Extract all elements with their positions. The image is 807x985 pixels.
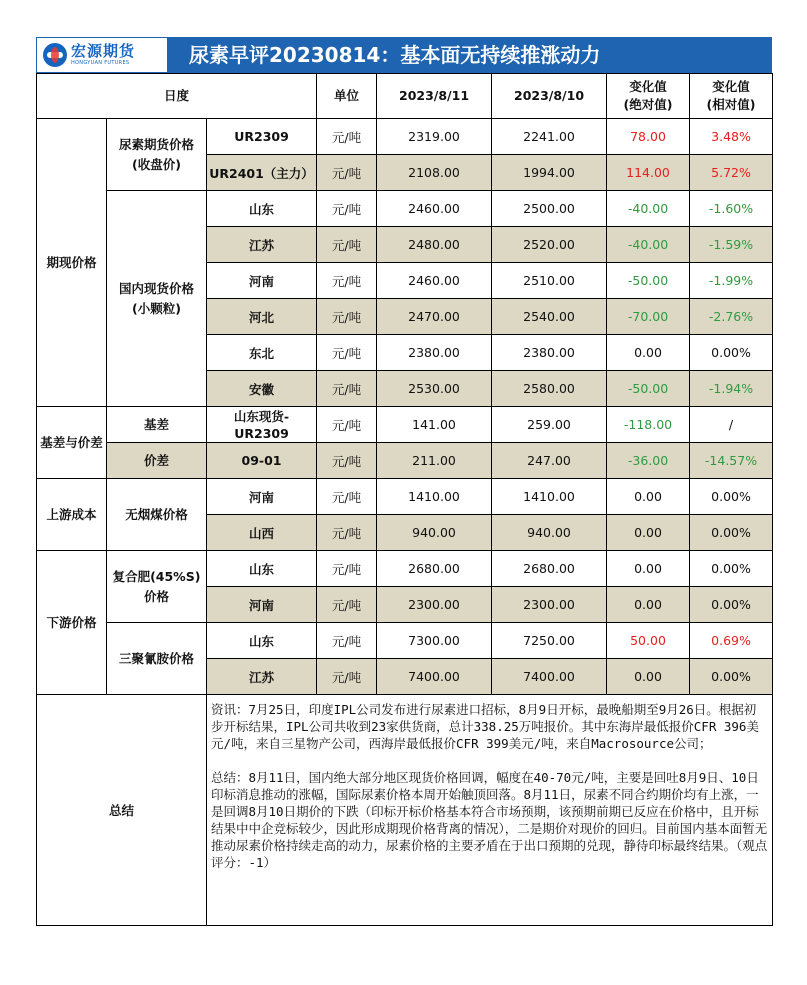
row-code: 河北	[207, 299, 317, 335]
row-unit: 元/吨	[317, 515, 377, 551]
row-change-rel: -1.60%	[690, 191, 773, 227]
row-code: 河南	[207, 587, 317, 623]
summary-text	[207, 695, 773, 926]
row-change-rel: -14.57%	[690, 443, 773, 479]
row-code: 山西	[207, 515, 317, 551]
col-header-rel: 变化值 (相对值)	[690, 74, 773, 119]
row-unit: 元/吨	[317, 155, 377, 191]
row-code: 东北	[207, 335, 317, 371]
row-code: 09-01	[207, 443, 317, 479]
row-change-rel: -1.99%	[690, 263, 773, 299]
row-change-abs: 0.00	[607, 479, 690, 515]
logo-name-en: HONGYUAN FUTURES	[71, 60, 130, 66]
subgroup-futures: 尿素期货价格 (收盘价)	[107, 119, 207, 191]
row-change-abs: 0.00	[607, 587, 690, 623]
row-value-date1: 2470.00	[377, 299, 492, 335]
row-value-date2: 2680.00	[492, 551, 607, 587]
logo-name-cn: 宏源期货	[71, 42, 136, 60]
row-unit: 元/吨	[317, 659, 377, 695]
group-upstream: 上游成本	[37, 479, 107, 551]
summary-row	[37, 695, 773, 926]
row-unit: 元/吨	[317, 299, 377, 335]
row-change-rel: /	[690, 407, 773, 443]
row-value-date2: 2580.00	[492, 371, 607, 407]
col-header-date2: 2023/8/10	[492, 74, 607, 119]
report-sheet	[36, 37, 772, 926]
row-code: 山东	[207, 551, 317, 587]
row-value-date2: 7250.00	[492, 623, 607, 659]
row-code: 山东	[207, 191, 317, 227]
row-unit: 元/吨	[317, 263, 377, 299]
summary-label: 总结	[37, 695, 207, 926]
row-unit: 元/吨	[317, 551, 377, 587]
row-value-date1: 2460.00	[377, 191, 492, 227]
subgroup-basis: 基差	[107, 407, 207, 443]
row-code: 山东现货- UR2309	[207, 407, 317, 443]
row-change-abs: 114.00	[607, 155, 690, 191]
group-downstream: 下游价格	[37, 551, 107, 695]
row-value-date2: 2500.00	[492, 191, 607, 227]
row-value-date2: 2540.00	[492, 299, 607, 335]
row-value-date1: 2480.00	[377, 227, 492, 263]
price-table	[36, 73, 773, 926]
row-change-rel: 0.00%	[690, 515, 773, 551]
row-code: 江苏	[207, 659, 317, 695]
row-value-date1: 2460.00	[377, 263, 492, 299]
row-value-date2: 2510.00	[492, 263, 607, 299]
row-change-rel: 5.72%	[690, 155, 773, 191]
row-value-date1: 2108.00	[377, 155, 492, 191]
row-code: 江苏	[207, 227, 317, 263]
row-change-abs: 0.00	[607, 551, 690, 587]
row-value-date2: 2520.00	[492, 227, 607, 263]
table-row	[37, 443, 773, 479]
row-value-date1: 7300.00	[377, 623, 492, 659]
row-value-date1: 2530.00	[377, 371, 492, 407]
row-change-abs: -40.00	[607, 227, 690, 263]
row-unit: 元/吨	[317, 371, 377, 407]
row-change-abs: -36.00	[607, 443, 690, 479]
col-header-abs: 变化值 (绝对值)	[607, 74, 690, 119]
row-change-rel: 0.00%	[690, 587, 773, 623]
row-change-rel: 0.00%	[690, 551, 773, 587]
row-unit: 元/吨	[317, 479, 377, 515]
row-change-rel: 0.00%	[690, 335, 773, 371]
summary-conclusion: 总结：8月11日，国内绝大部分地区现货价格回调，幅度在40-70元/吨，主要是回吐8月9日、10日印标消息推动的涨幅，国际尿素价格本周开始触顶回落。8月11日，尿素不同合约期价均有上涨，一是回调8月10日期价的下跌（印标开标价格基本符合市场预期，该预期前期已反应在价格中，且开标结果中中企竞标较少，因此形成期现价格背离的情况），二是期价对现价的回归。目前国内基本面暂无推动尿素价格持续走高的动力，尿素价格的主要矛盾在于出口预期的兑现，静待印标最终结果。（观点评分：-1）	[211, 770, 768, 870]
row-unit: 元/吨	[317, 623, 377, 659]
row-value-date2: 1994.00	[492, 155, 607, 191]
subgroup-compound: 复合肥(45%S) 价格	[107, 551, 207, 623]
table-row	[37, 623, 773, 659]
row-change-rel: 0.00%	[690, 479, 773, 515]
row-change-rel: 3.48%	[690, 119, 773, 155]
row-unit: 元/吨	[317, 407, 377, 443]
logo-emblem-icon	[43, 43, 67, 67]
row-value-date1: 2380.00	[377, 335, 492, 371]
row-value-date1: 2680.00	[377, 551, 492, 587]
row-value-date2: 7400.00	[492, 659, 607, 695]
row-value-date1: 940.00	[377, 515, 492, 551]
subgroup-spot: 国内现货价格 (小颗粒)	[107, 191, 207, 407]
row-value-date2: 940.00	[492, 515, 607, 551]
row-change-abs: -50.00	[607, 263, 690, 299]
subgroup-melamine: 三聚氰胺价格	[107, 623, 207, 695]
row-value-date1: 2319.00	[377, 119, 492, 155]
row-value-date2: 1410.00	[492, 479, 607, 515]
summary-news: 资讯：7月25日，印度IPL公司发布进行尿素进口招标，8月9日开标，最晚船期至9月26日。根据初步开标结果，IPL公司共收到23家供货商，总计338.25万吨报价。其中东海岸最低报价CFR 396美元/吨，来自三星物产公司，西海岸最低报价CFR 399美元/吨，来自Macrosource公司；	[211, 702, 759, 751]
row-unit: 元/吨	[317, 335, 377, 371]
row-code: 安徽	[207, 371, 317, 407]
row-value-date2: 2241.00	[492, 119, 607, 155]
row-unit: 元/吨	[317, 227, 377, 263]
row-value-date2: 247.00	[492, 443, 607, 479]
table-row	[37, 119, 773, 155]
row-code: 河南	[207, 479, 317, 515]
row-value-date2: 2300.00	[492, 587, 607, 623]
row-change-abs: -50.00	[607, 371, 690, 407]
table-row	[37, 191, 773, 227]
row-unit: 元/吨	[317, 119, 377, 155]
row-change-rel: 0.69%	[690, 623, 773, 659]
row-value-date2: 2380.00	[492, 335, 607, 371]
row-change-abs: 0.00	[607, 659, 690, 695]
report-title: 尿素早评20230814：基本面无持续推涨动力	[189, 43, 601, 67]
row-change-rel: -2.76%	[690, 299, 773, 335]
row-change-abs: -118.00	[607, 407, 690, 443]
report-header	[36, 37, 772, 73]
row-unit: 元/吨	[317, 191, 377, 227]
row-value-date1: 141.00	[377, 407, 492, 443]
row-change-abs: -70.00	[607, 299, 690, 335]
row-change-abs: -40.00	[607, 191, 690, 227]
row-code: UR2309	[207, 119, 317, 155]
row-change-rel: -1.94%	[690, 371, 773, 407]
subgroup-spread: 价差	[107, 443, 207, 479]
table-row	[37, 479, 773, 515]
row-code: 山东	[207, 623, 317, 659]
row-value-date1: 2300.00	[377, 587, 492, 623]
row-unit: 元/吨	[317, 587, 377, 623]
row-unit: 元/吨	[317, 443, 377, 479]
row-value-date1: 1410.00	[377, 479, 492, 515]
row-change-rel: -1.59%	[690, 227, 773, 263]
col-header-date1: 2023/8/11	[377, 74, 492, 119]
subgroup-coal: 无烟煤价格	[107, 479, 207, 551]
row-change-abs: 78.00	[607, 119, 690, 155]
group-basis-spread: 基差与价差	[37, 407, 107, 479]
col-header-item: 日度	[37, 74, 317, 119]
row-change-abs: 50.00	[607, 623, 690, 659]
company-logo	[37, 38, 167, 72]
row-code: UR2401（主力）	[207, 155, 317, 191]
row-value-date1: 7400.00	[377, 659, 492, 695]
header-row	[37, 74, 773, 119]
row-value-date1: 211.00	[377, 443, 492, 479]
group-spot-futures: 期现价格	[37, 119, 107, 407]
col-header-unit: 单位	[317, 74, 377, 119]
table-row	[37, 407, 773, 443]
row-value-date2: 259.00	[492, 407, 607, 443]
row-change-rel: 0.00%	[690, 659, 773, 695]
table-row	[37, 551, 773, 587]
row-change-abs: 0.00	[607, 335, 690, 371]
row-change-abs: 0.00	[607, 515, 690, 551]
row-code: 河南	[207, 263, 317, 299]
